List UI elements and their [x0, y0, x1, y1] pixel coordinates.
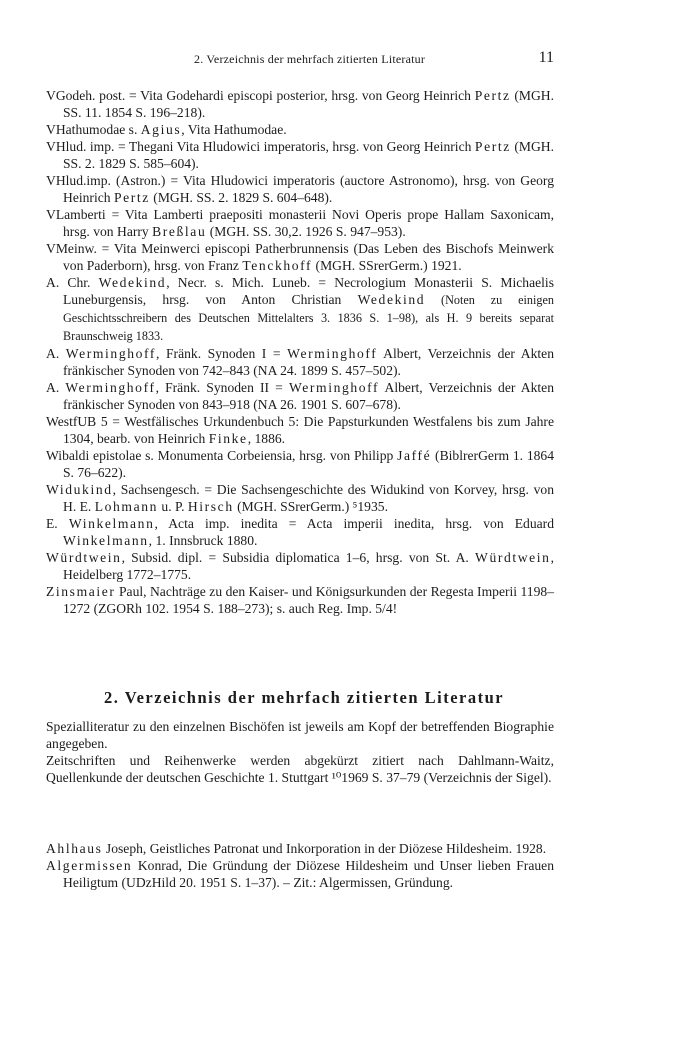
abbreviation-entry: VGodeh. post. = Vita Godehardi episcopi posterior, hrsg. von Georg Heinrich Pertz (MGH. SS. 11. 1854 S. 196–218).: [46, 88, 554, 120]
intro-paragraph: Zeitschriften und Reihenwerke werden abgekürzt zitiert nach Dahlmann-Waitz, Quellenkunde der deutschen Geschichte 1. Stuttgart ¹⁰1969 S. 37–79 (Verzeichnis der Sigel).: [46, 753, 554, 785]
abbreviation-entry: VHathumodae s. Agius, Vita Hathumodae.: [46, 122, 287, 137]
section-heading: 2. Verzeichnis der mehrfach zitierten Literatur: [104, 688, 505, 707]
abbreviation-entry: A. Werminghoff, Fränk. Synoden II = Werminghoff Albert, Verzeichnis der Akten fränkischer Synoden von 843–918 (NA 26. 1901 S. 607–678).: [46, 380, 554, 412]
bibliography-entry: Ahlhaus Joseph, Geistliches Patronat und Inkorporation in der Diözese Hildesheim. 1928.: [46, 841, 547, 856]
abbreviation-entry: Wibaldi epistolae s. Monumenta Corbeiensia, hrsg. von Philipp Jaffé (BiblrerGerm 1. 1864 S. 76–622).: [46, 448, 555, 480]
abbreviation-entry: VMeinw. = Vita Meinwerci episcopi Patherbrunnensis (Das Leben des Bischofs Meinwerk von Paderborn), hrsg. von Franz Tenckhoff (MGH. SSrerGerm.) 1921.: [46, 241, 554, 273]
abbreviation-entry: A. Werminghoff, Fränk. Synoden I = Werminghoff Albert, Verzeichnis der Akten fränkischer Synoden von 742–843 (NA 24. 1899 S. 457–502).: [46, 346, 554, 378]
abbreviation-entry: E. Winkelmann, Acta imp. inedita = Acta imperii inedita, hrsg. von Eduard Winkelmann, 1. Innsbruck 1880.: [46, 516, 554, 548]
running-head: [46, 49, 554, 70]
bibliography-list: [46, 840, 554, 891]
page-number: 11: [538, 49, 554, 66]
abbreviation-entry: VHlud. imp. = Thegani Vita Hludowici imperatoris, hrsg. von Georg Heinrich Pertz (MGH. SS. 2. 1829 S. 585–604).: [46, 139, 555, 171]
abbreviation-entry: Zinsmaier Paul, Nachträge zu den Kaiser- und Königsurkunden der Regesta Imperii 1198–1272 (ZGORh 102. 1954 S. 188–273); s. auch Reg. Imp. 5/4!: [46, 584, 554, 616]
abbreviation-entry: WestfUB 5 = Westfälisches Urkundenbuch 5: Die Papsturkunden Westfalens bis zum Jahre 1304, bearb. von Heinrich Finke, 1886.: [46, 414, 554, 446]
abbreviation-entry: VHlud.imp. (Astron.) = Vita Hludowici imperatoris (auctore Astronomo), hrsg. von Georg Heinrich Pertz (MGH. SS. 2. 1829 S. 604–648).: [46, 173, 554, 205]
abbreviation-entry: VLamberti = Vita Lamberti praepositi monasterii Novi Operis prope Hallam Saxonicam, hrsg. von Harry Breßlau (MGH. SS. 30,2. 1926 S. 947–953).: [46, 207, 554, 239]
abbreviation-entry: Würdtwein, Subsid. dipl. = Subsidia diplomatica 1–6, hrsg. von St. A. Würdtwein, Heidelberg 1772–1775.: [46, 550, 554, 582]
bibliography-entry: Algermissen Konrad, Die Gründung der Diözese Hildesheim und Unser lieben Frauen Heiligtum (UDzHild 20. 1951 S. 1–37). – Zit.: Algermissen, Gründung.: [46, 858, 554, 890]
running-title: 2. Verzeichnis der mehrfach zitierten Literatur: [194, 52, 426, 66]
section-intro: [46, 718, 554, 786]
abbreviation-entry: Widukind, Sachsengesch. = Die Sachsengeschichte des Widukind von Korvey, hrsg. von H. E. Lohmann u. P. Hirsch (MGH. SSrerGerm.) ⁵1935.: [46, 482, 554, 514]
abbreviation-entry: A. Chr. Wedekind, Necr. s. Mich. Luneb. = Necrologium Monasterii S. Michaelis Luneburgensis, hrsg. von Anton Christian Wedekind (Noten zu einigen Geschichtsschreibern des Deutschen Mittelalters 3. 1836 S. 1–98), als H. 9 bereits separat Braunschweig 1833.: [46, 275, 554, 343]
abbreviation-list: [46, 87, 554, 617]
intro-paragraph: Spezialliteratur zu den einzelnen Bischöfen ist jeweils am Kopf der betreffenden Biographie angegeben.: [46, 719, 554, 751]
